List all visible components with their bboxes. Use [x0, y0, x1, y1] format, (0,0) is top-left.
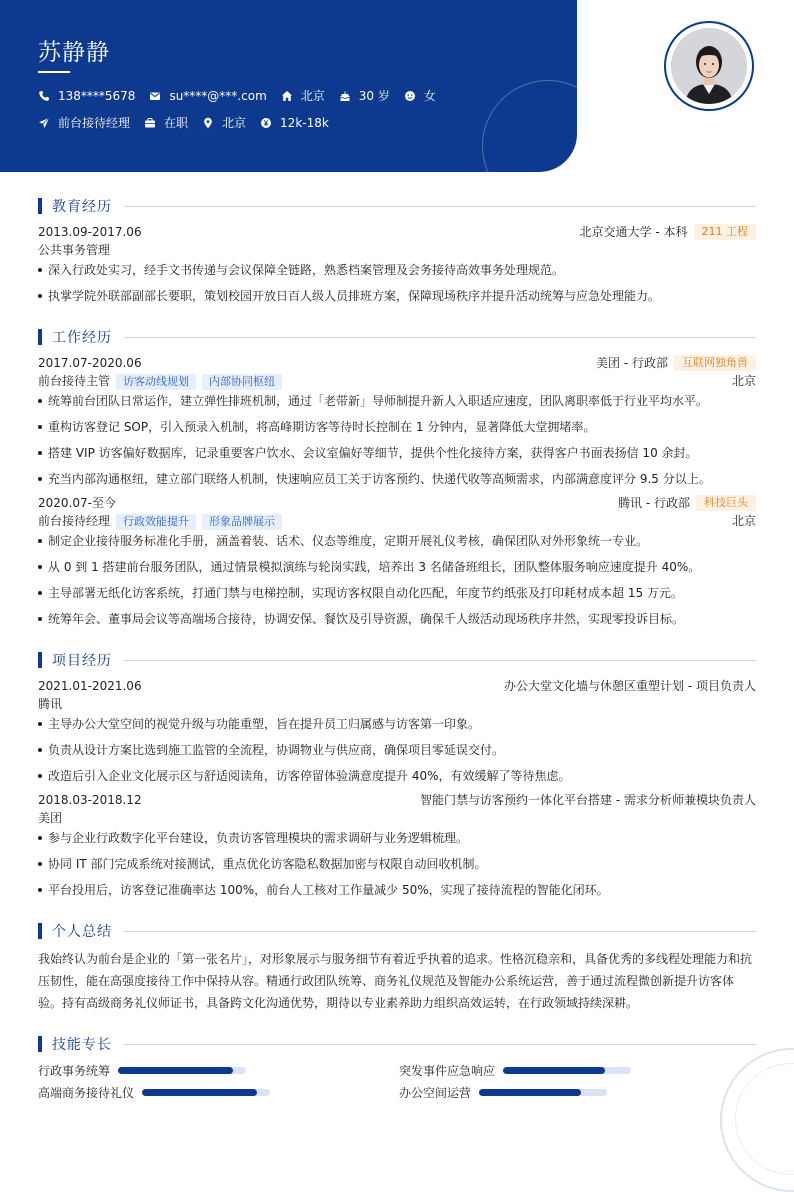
section-marker [38, 329, 42, 345]
target-city-text: 北京 [222, 116, 247, 130]
job-role: 前台接待经理 [38, 514, 111, 528]
job-role-group [38, 513, 282, 530]
work-heading: 工作经历 [52, 330, 112, 346]
job-company-group [618, 495, 756, 511]
skill-item [38, 1084, 270, 1101]
section-marker [38, 923, 42, 939]
skill-item [399, 1062, 631, 1079]
name-underline [38, 71, 70, 73]
project-name: 办公大堂文化墙与休憩区重塑计划 - 项目负责人 [504, 679, 756, 693]
city-item [281, 87, 325, 104]
salary-text: 12k-18k [280, 115, 329, 130]
skill-tag: 访客动线规划 [116, 374, 196, 390]
skill-level-fill [503, 1067, 605, 1074]
target-job-item [38, 114, 130, 131]
education-tag: 211 工程 [694, 224, 757, 240]
skill-item [399, 1084, 607, 1101]
job-date: 2020.07-至今 [38, 496, 116, 510]
skill-level-fill [479, 1089, 581, 1096]
projects-section-title [38, 650, 756, 670]
summary-heading: 个人总结 [52, 924, 112, 940]
education-date: 2013.09-2017.06 [38, 225, 142, 239]
skill-level-fill [142, 1089, 257, 1096]
contact-row [38, 87, 450, 104]
age-item [339, 87, 390, 104]
skill-tag: 形象品牌展示 [202, 514, 282, 530]
skill-level-bar [503, 1067, 631, 1074]
projects-heading: 项目经历 [52, 653, 112, 669]
briefcase-icon [144, 117, 156, 129]
phone-item [38, 89, 135, 103]
target-job-text: 前台接待经理 [58, 116, 131, 130]
project-date: 2021.01-2021.06 [38, 679, 142, 693]
mail-icon [149, 90, 161, 102]
age-text: 30 岁 [358, 89, 390, 103]
skill-level-fill [118, 1067, 233, 1074]
project-date: 2018.03-2018.12 [38, 793, 142, 807]
education-heading: 教育经历 [52, 199, 112, 215]
section-divider [124, 206, 756, 207]
education-school-group [580, 224, 756, 240]
money-icon [260, 117, 272, 129]
education-section-title [38, 196, 756, 216]
section-marker [38, 652, 42, 668]
skill-tag: 内部协同枢纽 [202, 374, 282, 390]
summary-section-title [38, 921, 756, 941]
section-divider [124, 1044, 756, 1045]
company-tag: 互联网独角兽 [674, 355, 756, 371]
location-pin-icon [202, 117, 214, 129]
job-company-group [596, 355, 756, 371]
avatar-photo [671, 28, 747, 104]
skill-tag: 行政效能提升 [116, 514, 196, 530]
education-major: 公共事务管理 [38, 243, 111, 257]
header-banner [0, 0, 577, 172]
job-company: 美团 - 行政部 [596, 356, 668, 370]
section-marker [38, 1036, 42, 1052]
status-item [144, 114, 188, 131]
skill-name: 突发事件应急响应 [399, 1064, 496, 1078]
section-divider [124, 931, 756, 932]
skill-name: 办公空间运营 [399, 1086, 472, 1100]
education-school: 北京交通大学 - 本科 [579, 225, 688, 239]
work-section-title [38, 327, 756, 347]
job-role-group [38, 373, 282, 390]
email-item [149, 89, 266, 103]
target-city-item [202, 114, 246, 131]
section-marker [38, 198, 42, 214]
cake-icon [339, 90, 351, 102]
candidate-name: 苏静静 [38, 40, 110, 66]
salary-item [260, 116, 329, 130]
job-company: 腾讯 - 行政部 [618, 496, 690, 510]
skill-name: 行政事务统筹 [38, 1064, 111, 1078]
skill-name: 高端商务接待礼仪 [38, 1086, 135, 1100]
project-org: 腾讯 [38, 697, 63, 711]
gender-text: 女 [423, 89, 436, 103]
skills-section-title [38, 1034, 756, 1054]
skill-level-bar [118, 1067, 246, 1074]
job-date: 2017.07-2020.06 [38, 356, 142, 370]
skills-heading: 技能专长 [52, 1037, 112, 1053]
project-org: 美团 [38, 811, 63, 825]
company-tag: 科技巨头 [696, 495, 756, 511]
skill-level-bar [479, 1089, 607, 1096]
gender-item [404, 87, 436, 104]
section-divider [124, 337, 756, 338]
email-text: su****@***.com [169, 88, 267, 103]
home-icon [281, 90, 293, 102]
job-city: 北京 [731, 514, 756, 528]
job-role: 前台接待主管 [38, 374, 111, 388]
decorative-ring [482, 80, 577, 172]
job-city: 北京 [731, 374, 756, 388]
status-text: 在职 [164, 116, 189, 130]
send-icon [38, 117, 50, 129]
face-icon [404, 90, 416, 102]
skill-item [38, 1062, 246, 1079]
job-intent-row [38, 114, 343, 131]
skill-level-bar [142, 1089, 270, 1096]
phone-text: 138****5678 [58, 88, 136, 103]
city-text: 北京 [300, 89, 325, 103]
project-name: 智能门禁与访客预约一体化平台搭建 - 需求分析师兼模块负责人 [420, 793, 756, 807]
avatar-frame [664, 21, 754, 111]
phone-icon [38, 90, 50, 102]
section-divider [124, 660, 756, 661]
summary-text: 我始终认为前台是企业的「第一张名片」，对形象展示与服务细节有着近乎执着的追求。性格沉稳亲和，具备优秀的多线程处理能力和抗压韧性，能在高强度接待工作中保持从容。精通行政团队统筹、商务礼仪规范及智能办公系统运营，善于通过流程微创新提升访客体验。持有高级商务礼仪师证书，具备跨文化沟通优势，期待以专业素养助力组织高效运转，在行政领域持续深耕。 [38, 952, 753, 1010]
